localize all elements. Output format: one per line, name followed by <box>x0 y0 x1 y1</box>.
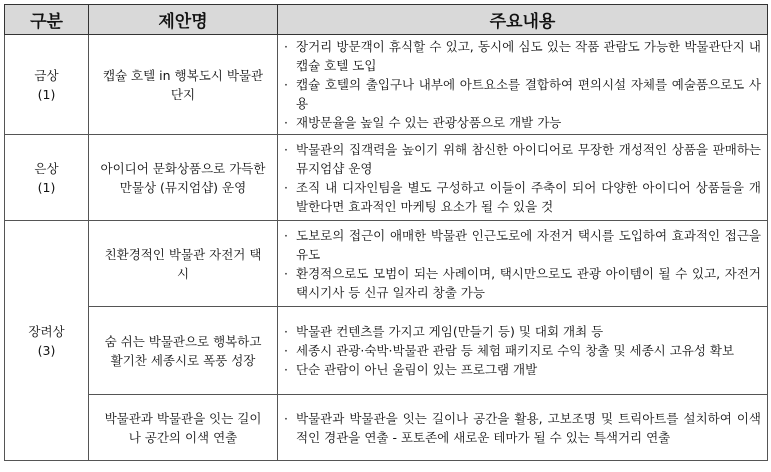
bullet-icon: · <box>284 265 288 281</box>
category-cell <box>5 221 89 461</box>
category-label: 장려상 <box>28 323 65 339</box>
bullet-icon: · <box>284 324 288 339</box>
content-cell <box>278 395 768 461</box>
proposal-name: 아이디어 문화상품으로 가득한 만물상 (뮤지엄샵) 운영 <box>89 135 278 221</box>
list-item: · 도보로의 접근이 애매한 박물관 인근도로에 자전거 택시를 도입하여 효과적인 접근을 유도 <box>284 227 761 262</box>
table-row <box>5 221 768 307</box>
list-item: · 박물관의 집객력을 높이기 위해 참신한 아이디어로 무장한 개성적인 상품을 판매하는 뮤지엄샵 운영 <box>284 141 761 176</box>
list-item: · 장거리 방문객이 휴식할 수 있고, 동시에 심도 있는 작품 관람도 가능한 박물관단지 내 캡슐 호텔 도입 <box>284 39 761 73</box>
bullet-icon: · <box>284 77 288 92</box>
list-item: · 재방문율을 높일 수 있는 관광상품으로 개발 가능 <box>284 115 562 130</box>
bullet-icon: · <box>284 410 288 426</box>
proposal-name: 친환경적인 박물관 자전거 택시 <box>89 221 278 307</box>
header-category: 구분 <box>5 5 89 35</box>
proposal-name: 숨 쉬는 박물관으로 행복하고 활기찬 세종시로 폭풍 성장 <box>89 307 278 395</box>
category-label: 은상 <box>34 160 59 176</box>
table-row <box>5 35 768 135</box>
list-item: · 조직 내 디자인팀을 별도 구성하고 이들이 주축이 되어 다양한 아이디어 상품들을 개발한다면 효과적인 마케팅 요소가 될 수 있을 것 <box>284 179 761 214</box>
category-count: (1) <box>37 179 56 195</box>
category-count: (3) <box>37 342 56 358</box>
content-cell <box>278 307 768 395</box>
proposal-table <box>4 4 768 461</box>
category-label: 금상 <box>34 67 59 83</box>
bullet-icon: · <box>284 115 288 130</box>
category-cell <box>5 35 89 135</box>
content-cell <box>278 221 768 307</box>
content-cell <box>278 135 768 221</box>
table-row <box>5 395 768 461</box>
bullet-icon: · <box>284 141 288 157</box>
list-item: · 세종시 관광·숙박·박물관 관람 등 체험 패키지로 수익 창출 및 세종시 고유성 확보 <box>284 343 735 358</box>
bullet-icon: · <box>284 39 288 54</box>
bullet-icon: · <box>284 343 288 358</box>
table-row <box>5 307 768 395</box>
content-cell <box>278 35 768 135</box>
bullet-icon: · <box>284 362 288 377</box>
header-main-content: 주요내용 <box>278 5 768 35</box>
list-item: · 단순 관람이 아닌 울림이 있는 프로그램 개발 <box>284 362 538 377</box>
list-item: · 박물관 컨텐츠를 가지고 게임(만들기 등) 및 대회 개최 등 <box>284 324 604 339</box>
proposal-name: 박물관과 박물관을 잇는 길이나 공간의 이색 연출 <box>89 395 278 461</box>
bullet-icon: · <box>284 227 288 243</box>
list-item: · 환경적으로도 모범이 되는 사례이며, 택시만으로도 관광 아이템이 될 수 있고, 자전거 택시기사 등 신규 일자리 창출 가능 <box>284 265 761 300</box>
list-item: · 캡슐 호텔의 출입구나 내부에 아트요소를 결합하여 편의시설 자체를 예술품으로도 사용 <box>284 77 761 111</box>
category-count: (1) <box>37 86 56 102</box>
table-row <box>5 135 768 221</box>
header-proposal-name: 제안명 <box>89 5 278 35</box>
proposal-name: 캡슐 호텔 in 행복도시 박물관단지 <box>89 35 278 135</box>
list-item: · 박물관과 박물관을 잇는 길이나 공간을 활용, 고보조명 및 트릭아트를 설치하여 이색적인 경관을 연출 - 포토존에 새로운 테마가 될 수 있는 특색거리 연출 <box>284 410 761 445</box>
bullet-icon: · <box>284 179 288 195</box>
header-row <box>5 5 768 35</box>
category-cell <box>5 135 89 221</box>
